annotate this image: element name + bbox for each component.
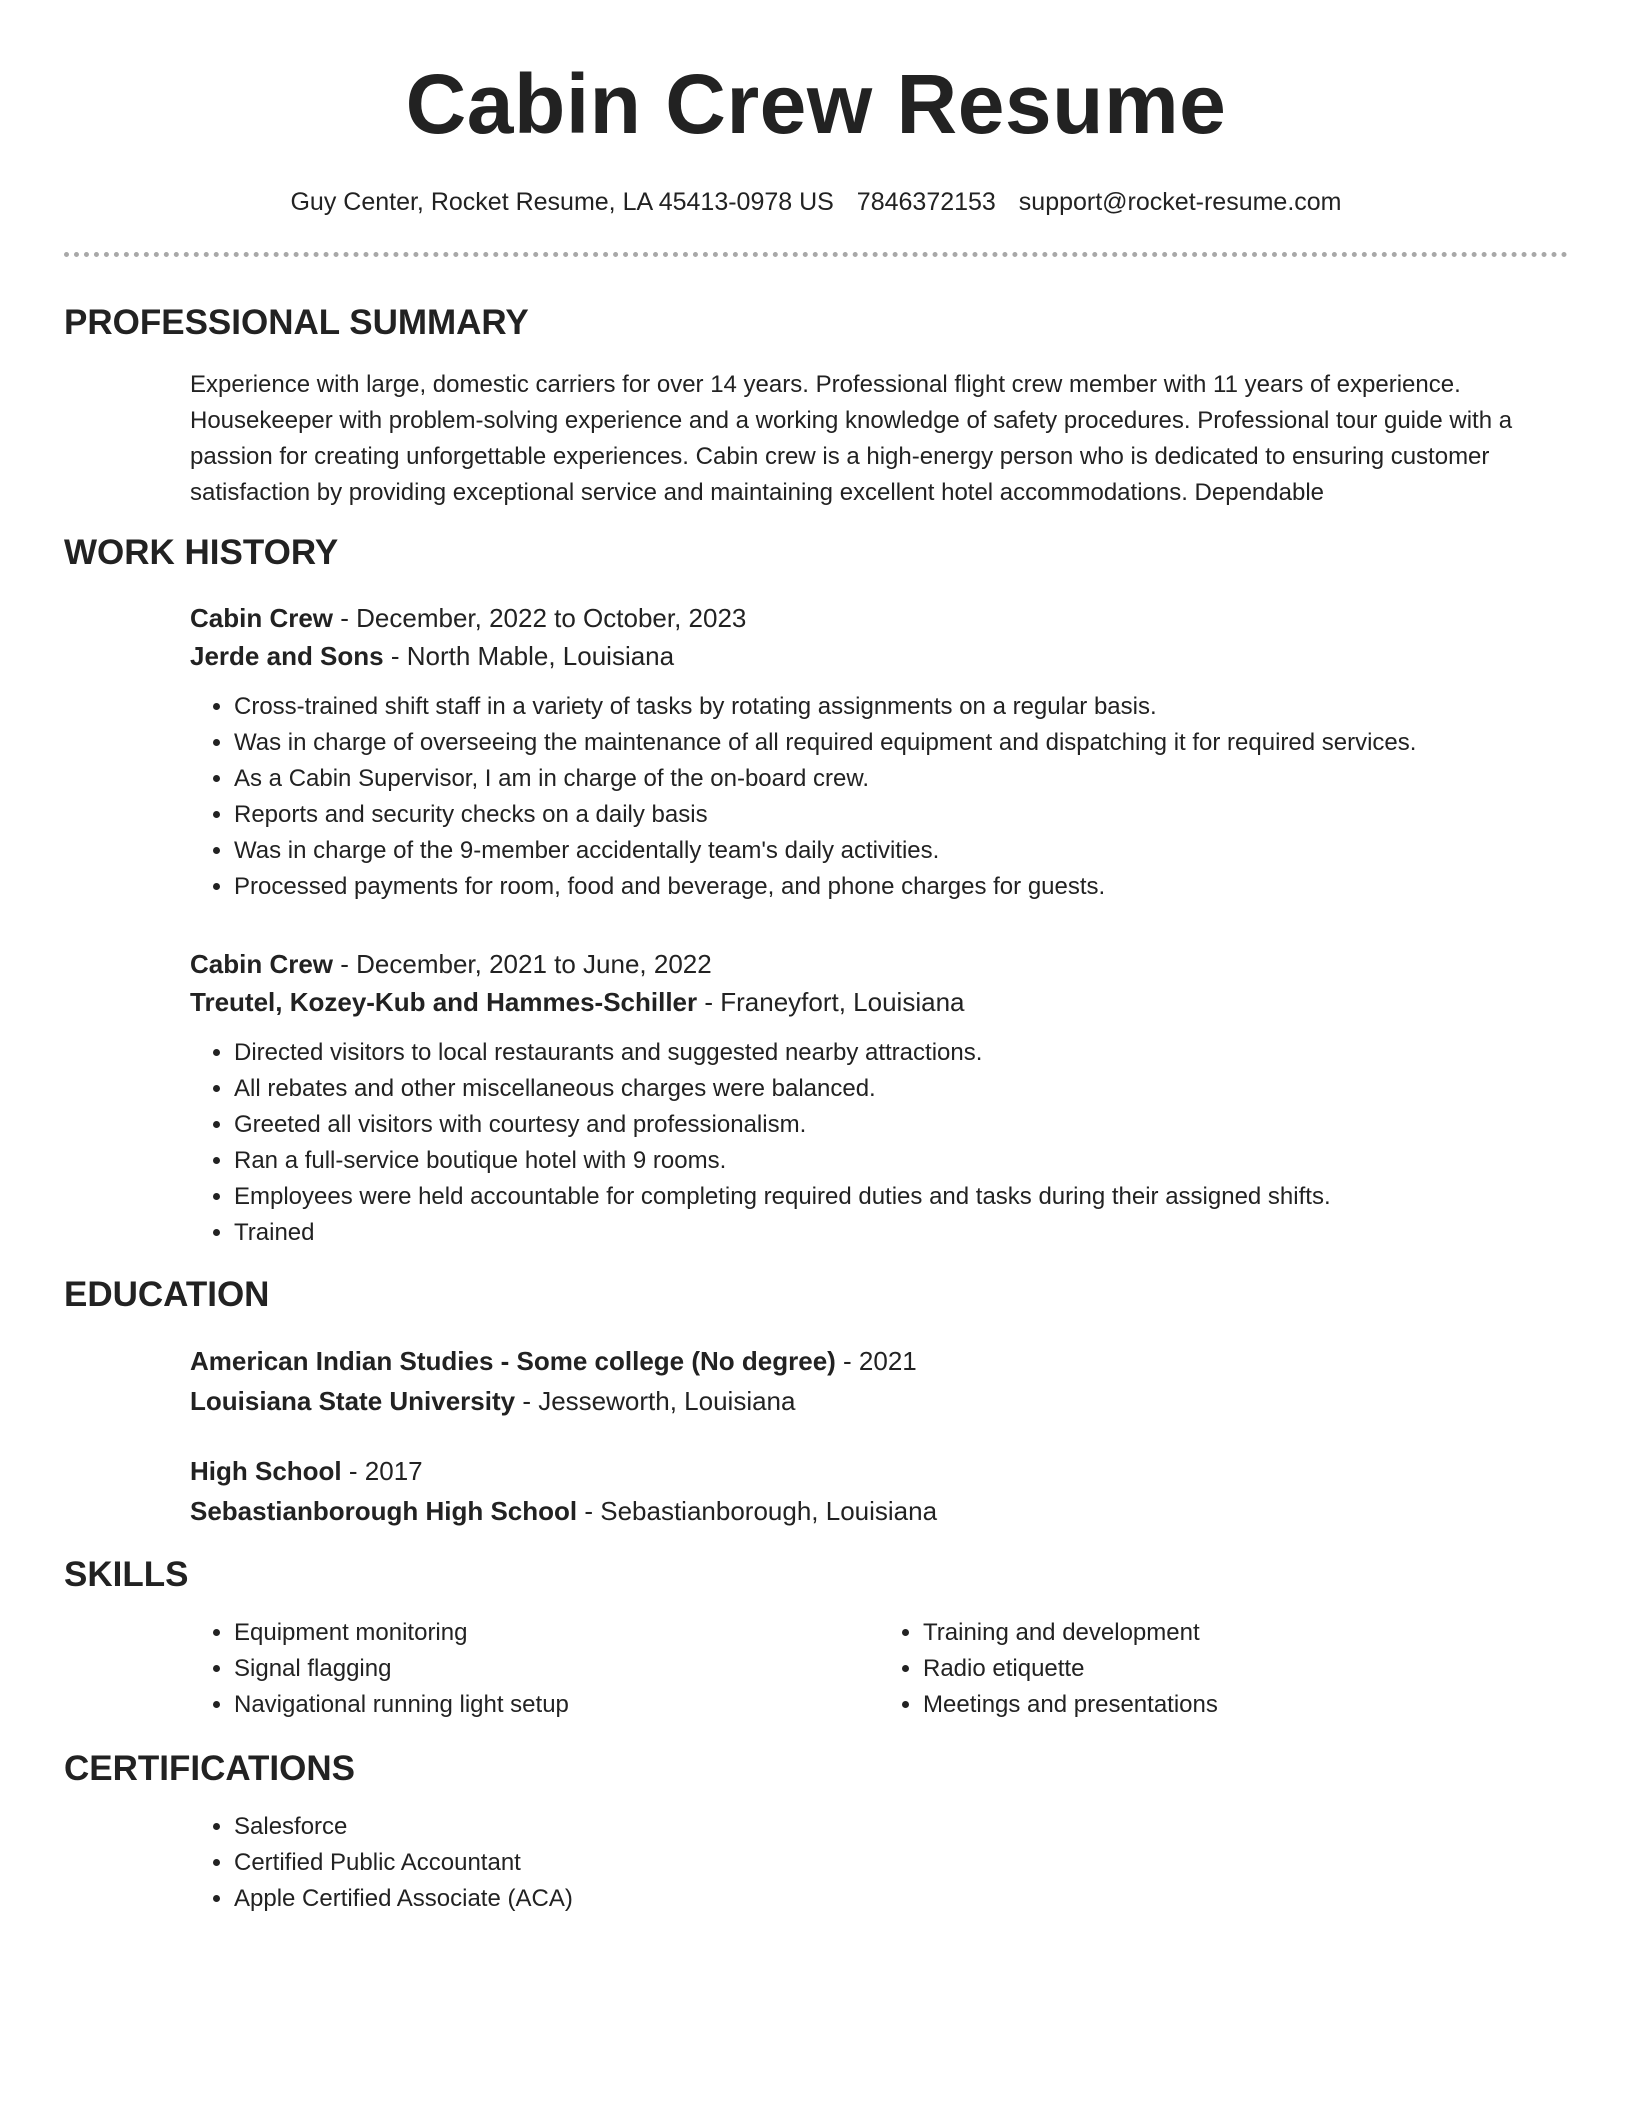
- job-dates: - December, 2021 to June, 2022: [333, 949, 712, 979]
- list-item: • Directed visitors to local restaurants and suggested nearby attractions.: [234, 1035, 1568, 1071]
- list-item: • Was in charge of the 9-member accidentally team's daily activities.: [234, 833, 1568, 869]
- section-title-summary: PROFESSIONAL SUMMARY: [64, 303, 529, 342]
- job-dates: - December, 2022 to October, 2023: [333, 603, 747, 633]
- education-location: - Jesseworth, Louisiana: [515, 1386, 796, 1416]
- education-school: Sebastianborough High School: [190, 1496, 578, 1526]
- list-item: • Navigational running light setup: [234, 1687, 879, 1723]
- list-item: • As a Cabin Supervisor, I am in charge of the on-board crew.: [234, 761, 1568, 797]
- job-role: Cabin Crew: [190, 603, 334, 633]
- job-company: Jerde and Sons: [190, 641, 384, 671]
- summary-text: Experience with large, domestic carriers for over 14 years. Professional flight crew member with 11 years of experience. Housekeeper with problem-solving experience and a working knowledge of safety procedures. Professional tour guide with a passion for creating unforgettable experiences. Cabin crew is a high-energy person who is dedicated to ensuring customer satisfaction by providing exceptional service and maintaining excellent hotel accommodations. Dependable: [190, 371, 1513, 506]
- education-school-line: [190, 1381, 1568, 1421]
- skills-grid: [190, 1615, 1568, 1723]
- contact-address: Guy Center, Rocket Resume, LA 45413-0978 US: [290, 188, 834, 216]
- education-school: Louisiana State University: [190, 1386, 516, 1416]
- list-item: • Greeted all visitors with courtesy and professionalism.: [234, 1107, 1568, 1143]
- contact-phone: 7846372153: [856, 188, 996, 216]
- job-company-line: [190, 637, 1568, 675]
- contact-line: [64, 186, 1568, 218]
- education-entry: [190, 1451, 1568, 1531]
- job-entry: [190, 945, 1568, 1251]
- list-item: • Signal flagging: [234, 1651, 879, 1687]
- job-bullets: [190, 1035, 1568, 1251]
- job-company-line: [190, 983, 1568, 1021]
- list-item: • Salesforce: [234, 1809, 1568, 1845]
- list-item: • Radio etiquette: [923, 1651, 1568, 1687]
- list-item: • Equipment monitoring: [234, 1615, 879, 1651]
- job-entry: [190, 599, 1568, 905]
- resume-title: Cabin Crew Resume: [405, 57, 1227, 151]
- job-company: Treutel, Kozey-Kub and Hammes-Schiller: [190, 987, 698, 1017]
- job-title-line: [190, 599, 1568, 637]
- skills-column-left: [190, 1615, 879, 1723]
- education-school-line: [190, 1491, 1568, 1531]
- section-title-skills: SKILLS: [64, 1555, 189, 1594]
- education-degree: American Indian Studies - Some college (No degree): [190, 1346, 836, 1376]
- job-title-line: [190, 945, 1568, 983]
- contact-email: support@rocket-resume.com: [1018, 188, 1342, 216]
- certifications-list: [190, 1809, 1568, 1917]
- job-location: - North Mable, Louisiana: [383, 641, 675, 671]
- education-year: - 2017: [341, 1456, 423, 1486]
- list-item: • Meetings and presentations: [923, 1687, 1568, 1723]
- education-location: - Sebastianborough, Louisiana: [577, 1496, 938, 1526]
- list-item: • Reports and security checks on a daily basis: [234, 797, 1568, 833]
- education-degree: High School: [190, 1456, 342, 1486]
- list-item: • Processed payments for room, food and beverage, and phone charges for guests.: [234, 869, 1568, 905]
- job-role: Cabin Crew: [190, 949, 334, 979]
- section-title-education: EDUCATION: [64, 1275, 270, 1314]
- education-degree-line: [190, 1341, 1568, 1381]
- list-item: • Apple Certified Associate (ACA): [234, 1881, 1568, 1917]
- education-degree-line: [190, 1451, 1568, 1491]
- list-item: • All rebates and other miscellaneous charges were balanced.: [234, 1071, 1568, 1107]
- section-title-work-history: WORK HISTORY: [64, 533, 339, 572]
- job-location: - Franeyfort, Louisiana: [697, 987, 965, 1017]
- section-title-certifications: CERTIFICATIONS: [64, 1749, 356, 1788]
- header-divider: [64, 252, 1568, 257]
- list-item: • Employees were held accountable for completing required duties and tasks during their assigned shifts.: [234, 1179, 1568, 1215]
- job-bullets: [190, 689, 1568, 905]
- education-entry: [190, 1341, 1568, 1421]
- skills-column-right: [879, 1615, 1568, 1723]
- education-year: - 2021: [835, 1346, 917, 1376]
- list-item: • Training and development: [923, 1615, 1568, 1651]
- list-item: • Was in charge of overseeing the maintenance of all required equipment and dispatching it for required services.: [234, 725, 1568, 761]
- list-item: • Certified Public Accountant: [234, 1845, 1568, 1881]
- list-item: • Trained: [234, 1215, 1568, 1251]
- list-item: • Cross-trained shift staff in a variety of tasks by rotating assignments on a regular basis.: [234, 689, 1568, 725]
- list-item: • Ran a full-service boutique hotel with 9 rooms.: [234, 1143, 1568, 1179]
